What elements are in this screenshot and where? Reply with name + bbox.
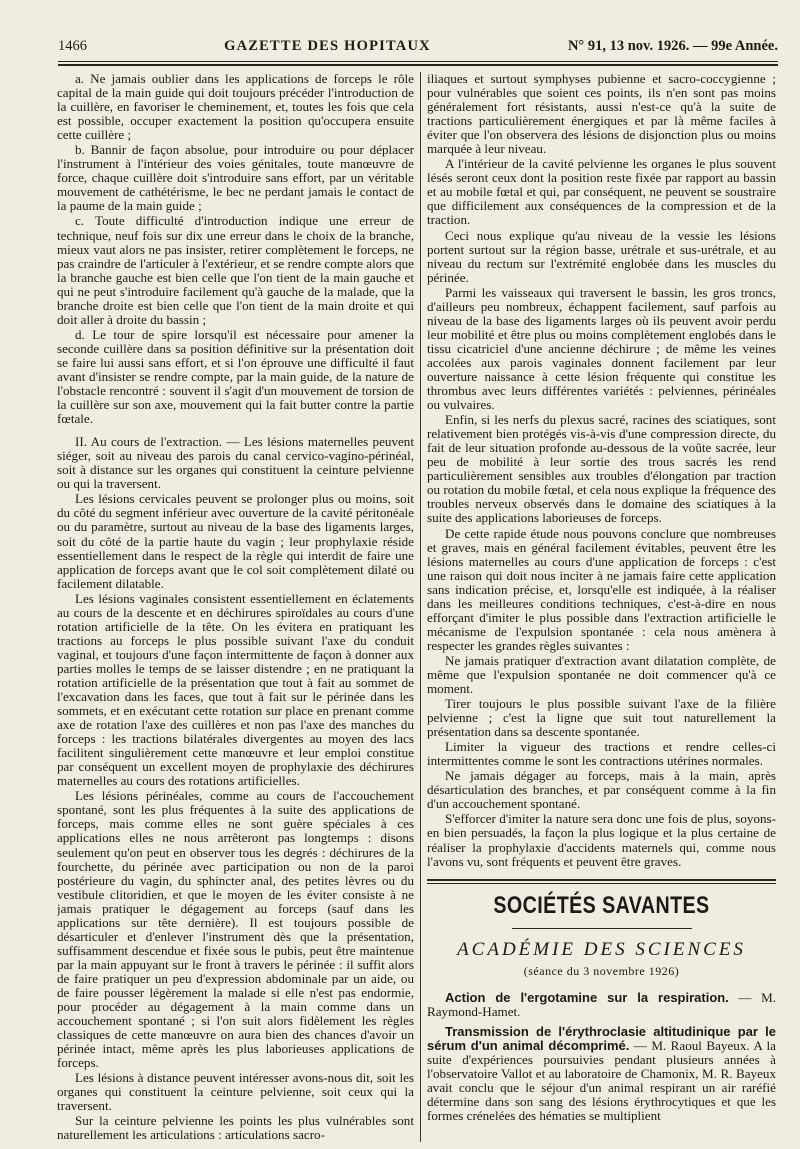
paragraph: Limiter la vigueur des tractions et rendre celles-ci intermittentes comme le sont les contractions utérines normales.	[427, 739, 776, 769]
session-date: (séance du 3 novembre 1926)	[523, 963, 680, 978]
communication-item	[427, 1025, 776, 1123]
paragraph: Sur la ceinture pelvienne les points les plus vulnérables sont naturellement les articulations : articulations sacro-	[57, 1113, 414, 1142]
item-body: A la suite d'expériences poursuivies pendant plusieurs années à l'observatoire Vallot et au laboratoire de Chamonix, M. R. Bayeux avait conclu que le séjour d'un animal respirant un air raréfié détermine dans son sang des lésions érythrocytiques et que les formes crénelées des hématies se multiplient	[427, 1037, 776, 1123]
left-column	[57, 72, 414, 1142]
section-heading-paragraph: II. Au cours de l'extraction. — Les lésions maternelles peuvent siéger, soit au niveau des parois du canal cervico-vagino-périnéal, soit à distance sur les organes qui constituent la ceinture pelvienne ou qui la traversent.	[57, 434, 414, 492]
paragraph: Tirer toujours le plus possible suivant l'axe de la filière pelvienne ; c'est la ligne que suit tout naturellement la présentation dans sa descente spontanée.	[427, 696, 776, 740]
paragraph: Les lésions périnéales, comme au cours de l'accouchement spontané, sont les plus fréquentes à la suite des applications de forceps, mais comme elles ne sont guère spéciales à ces applications elles ne nous arrêteront pas longtemps : disons seulement qu'on peut en observer tous les degrés : déchirures de la fourchette, du périnée avec participation ou non de la paroi postérieure du vagin, du sphincter anal, des petites lèvres ou du vestibule clitoridien, et que le moyen de les éviter consiste à ne jamais pratiquer le dégagement au forceps (sauf dans les applications sur tête dernière). Il est toujours possible de désarticuler et d'enlever l'instrument dès que la présentation, suffisamment descendue et fixée sous le pubis, peut être maintenue par la main appuyant sur le front à travers le périnée : il suffit alors de faire pratiquer un peu d'expression abdominale par un aide, ou de faire pousser légèrement la malade si elle n'est pas endormie, pour procéder au dégagement à la main comme dans un accouchement spontané ; si l'on suit alors fidèlement les règles classiques de cette manœuvre on aura bien des chances d'avoir un périnée intact, même après les plus laborieuses applications de forceps.	[57, 788, 414, 1071]
running-head	[58, 38, 778, 60]
section-title: SOCIÉTÉS SAVANTES	[493, 891, 710, 919]
title-underline	[512, 928, 692, 929]
paragraph: b. Bannir de façon absolue, pour introduire ou pour déplacer l'instrument à l'intérieur des voies génitales, toute manœuvre de force, chaque cuillère doit s'introduire sans effort, par un véritable mouvement de cathétérisme, le bec ne perdant jamais le contact de la paume de la main guide ;	[57, 142, 414, 214]
column-divider	[420, 72, 421, 1142]
paragraph: d. Le tour de spire lorsqu'il est nécessaire pour amener la seconde cuillère dans sa position définitive sur la présentation doit se faire lui aussi sans effort, et si l'on éprouve une difficulté il faut avant d'insister se rendre compte, par la main guide, de la nature de l'obstacle rencontré : souvent il s'agit d'un mouvement de torsion de la cuillère sur son axe, mouvement qui la fait butter contre la partie fœtale.	[57, 326, 414, 427]
paragraph: Les lésions à distance peuvent intéresser avons-nous dit, soit les organes qui constituent la ceinture pelvienne, soit ceux qui la traversent.	[57, 1070, 414, 1114]
section-rule	[427, 879, 776, 881]
journal-title: GAZETTE DES HOPITAUX	[224, 38, 431, 54]
paragraph: De cette rapide étude nous pouvons conclure que nombreuses et graves, mais en général facilement évitables, peuvent être les lésions maternelles au cours d'une application de forceps : c'est une raison qui doit nous inciter à ne jamais faire cette application sans indication précise, et, lorsqu'elle est indiquée, à la réaliser dans les meilleures conditions techniques, c'est-à-dire en nous efforçant d'imiter le plus possible dans l'extraction artificielle le mécanisme de l'expulsion spontanée : cela nous amènera à respecter les grandes règles suivantes :	[427, 525, 776, 653]
item-title: Action de l'ergotamine sur la respiration.	[445, 989, 729, 1005]
item-author: — M. Raymond-Hamet.	[427, 989, 776, 1019]
paragraph: A l'intérieur de la cavité pelvienne les organes le plus souvent lésés seront ceux dont la position reste fixée par rapport au bassin et au mobile fœtal et qui, par conséquent, ne peuvent se soustraire que difficilement aux conséquences de la compression et de la traction.	[427, 156, 776, 228]
paragraph: S'efforcer d'imiter la nature sera donc une fois de plus, soyons-en bien persuadés, la façon la plus logique et la plus certaine de réaliser la prophylaxie d'accidents maternels qui, comme nous l'avons vu, sont fréquents et peuvent être graves.	[427, 811, 776, 869]
right-column	[427, 72, 776, 1142]
item-title: Transmission de l'érythroclasie altitudinique par le sérum d'un animal décomprimé.	[427, 1023, 776, 1053]
academy-title: ACADÉMIE DES SCIENCES	[457, 938, 746, 960]
item-author: — M. Raoul Bayeux.	[629, 1037, 750, 1053]
paragraph: Ceci nous explique qu'au niveau de la vessie les lésions portent surtout sur la région basse, urétrale et sus-urétrale, et au niveau du rectum sur l'extrémité englobée dans les muscles du périnée.	[427, 227, 776, 285]
paragraph: a. Ne jamais oublier dans les applications de forceps le rôle capital de la main guide qui doit toujours précéder l'introduction de la cuillère, en favoriser le cheminement, et, toutes les fois que cela est possible, occuper exactement la position qu'occupera ensuite cette cuillère ;	[57, 72, 414, 143]
paragraph-continued: iliaques et surtout symphyses pubienne et sacro-coccygienne ; pour vulnérables que soient ces points, ils n'en sont pas moins généralement fort résistants, aussi n'est-ce qu'à la suite de tractions particulièrement énergiques et par là même faciles à éviter que l'on observera des lésions de disjonction plus ou moins marquée à leur niveau.	[427, 72, 776, 157]
page-number: 1466	[58, 38, 87, 54]
paragraph: Parmi les vaisseaux qui traversent le bassin, les gros troncs, d'ailleurs peu nombreux, échappent facilement, sauf parfois au niveau de la base des ligaments larges où ils peuvent avoir perdu leur mobilité et être plus ou moins complètement englobés dans le tissu cicatriciel d'une ancienne déchirure ; de même les veines accolées aux parois vaginales donnent facilement par leur ouverture naissance à cette lésion fréquente qui constitue les thrombus avec leurs différentes variétés : pelviennes, périnéales ou vulvaires.	[427, 284, 776, 413]
header-rule	[58, 61, 778, 62]
paragraph: Ne jamais dégager au forceps, mais à la main, après désarticulation des branches, et par conséquent comme à la fin d'un accouchement spontané.	[427, 768, 776, 812]
paragraph: c. Toute difficulté d'introduction indique une erreur de technique, neuf fois sur dix une erreur dans le choix de la branche, mieux vaut alors ne pas insister, retirer complètement le forceps, ne pas craindre de l'articuler à l'extérieur, et se rendre compte alors que la branche gauche est bien celle que l'on tient de la main gauche et qui ne peut s'introduire facilement qu'à gauche de la malade, que la branche droite est bien celle que l'on tient de la main droite et qui doit aller à droite du bassin ;	[57, 213, 414, 327]
communication-item	[427, 991, 776, 1019]
section-rule-thin	[427, 883, 776, 884]
header-rule-thick	[58, 64, 778, 66]
paragraph: Ne jamais pratiquer d'extraction avant dilatation complète, de même que l'expulsion spontanée ne doit commencer qu'à ce moment.	[427, 652, 776, 697]
paragraph: Enfin, si les nerfs du plexus sacré, racines des sciatiques, sont relativement bien protégés vis-à-vis d'une compression directe, du fait de leur situation profonde au-dessous de la voûte sacrée, leur peu de mobilité à leur sortie des trous sacrés les rend particulièrement sensibles aux troubles d'élongation par traction ou rotation du mobile fœtal, et cela nous explique la fréquence des troubles nerveux observés dans le domaine des sciatiques à la suite des applications laborieuses de forceps.	[427, 412, 776, 526]
issue-info: N° 91, 13 nov. 1926. — 99e Année.	[567, 38, 778, 54]
paragraph: Les lésions vaginales consistent essentiellement en éclatements au cours de la descente et en déchirures spiroïdales au cours d'une rotation artificielle de la tête. On les évitera en pratiquant les tractions au forceps le plus possible suivant l'axe du conduit vaginal, et toujours d'une façon intermittente de façon à donner aux parties molles le temps de se laisser distendre ; en ne pratiquant la rotation artificielle de la présentation que tout à fait au sommet de l'excavation dans les faces, que tout à fait sur le périnée dans les sommets, et en exécutant cette rotation sur place en prenant comme axe de rotation l'axe des cuillères et non pas l'axe des manches du forceps : les tractions bilatérales divergentes au moyen des lacs facilitent singulièrement cette manœuvre et leur emploi constitue par conséquent un excellent moyen de prophylaxie des déchirures maternelles au cours des rotations artificielles.	[57, 590, 414, 789]
paragraph: Les lésions cervicales peuvent se prolonger plus ou moins, soit du côté du segment inférieur avec ouverture de la cavité péritonéale ou du paramètre, surtout au niveau de la base des ligaments larges, soit du côté de la partie haute du vagin ; leur prophylaxie réside essentiellement dans le respect de la règle qui interdit de faire une application de forceps avant que le col soit complètement dilaté ou facilement dilatable.	[57, 491, 414, 591]
